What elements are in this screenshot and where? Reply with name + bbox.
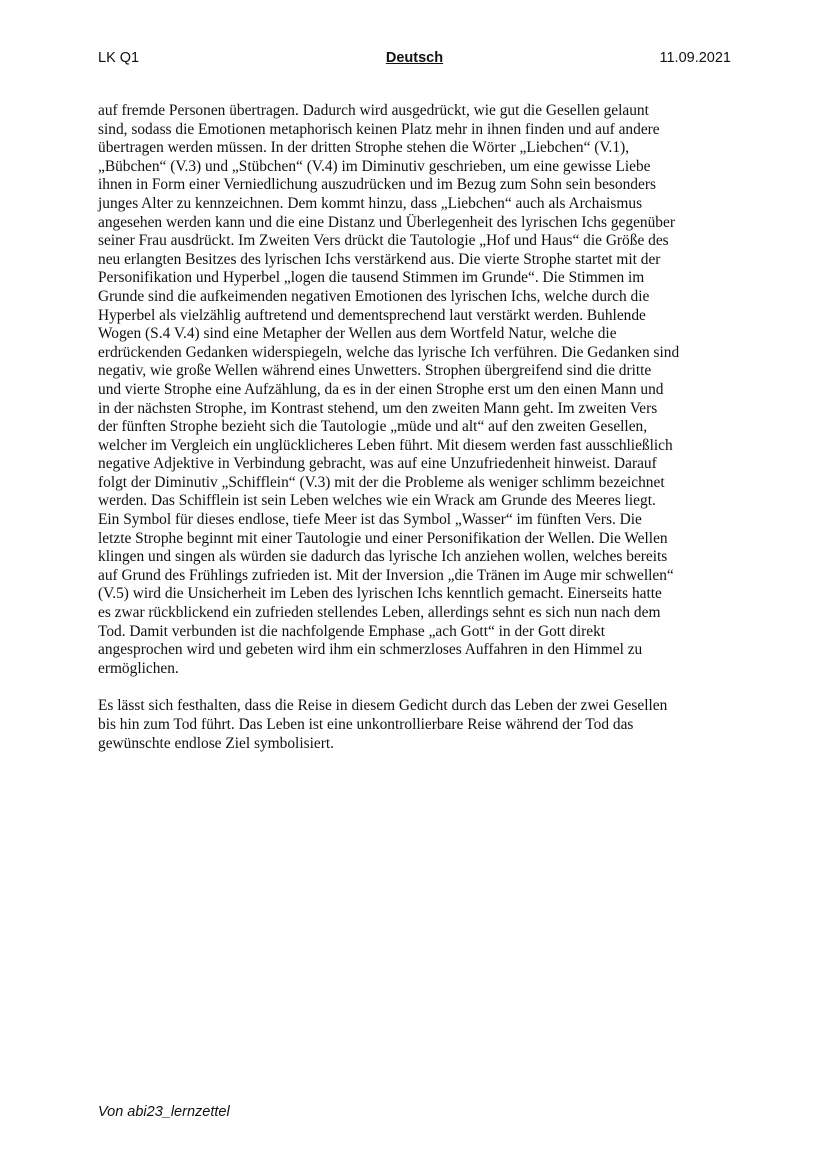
subject-title: Deutsch (385, 50, 444, 66)
text-line: erdrückenden Gedanken widerspiegeln, welche das lyrische Ich verführen. Die Gedanken sind (98, 343, 680, 361)
text-line: negative Adjektive in Verbindung gebracht, was auf eine Unzufriedenheit hinweist. Darauf (98, 455, 657, 473)
text-line: es zwar rückblickend ein zufrieden stellendes Leben, allerdings sehnt es sich nun nach dem (98, 604, 661, 622)
paragraph-analysis (98, 102, 738, 678)
text-line: auf fremde Personen übertragen. Dadurch wird ausgedrückt, wie gut die Gesellen gelaunt (98, 102, 649, 119)
text-line: angesehen werden kann und die eine Distanz und Überlegenheit des lyrischen Ichs gegenüber (98, 213, 675, 231)
text-line: klingen und singen als würden sie dadurch das lyrische Ich anziehen wollen, welches bereits (98, 548, 668, 566)
author-credit: Von abi23_lernzettel (98, 1104, 230, 1120)
text-line: Tod. Damit verbunden ist die nachfolgende Emphase „ach Gott“ in der Gott direkt (98, 622, 606, 640)
text-line: Es lässt sich festhalten, dass die Reise in diesem Gedicht durch das Leben der zwei Gesellen (98, 697, 668, 715)
course-label: LK Q1 (98, 50, 140, 66)
text-line: der fünften Strophe bezieht sich die Tautologie „müde und alt“ auf den zweiten Gesellen, (98, 418, 648, 436)
text-line: auf Grund des Frühlings zufrieden ist. Mit der Inversion „die Tränen im Auge mir schwellen“ (98, 566, 674, 584)
text-line: Wogen (S.4 V.4) sind eine Metapher der Wellen aus dem Wortfeld Natur, welche die (98, 325, 617, 343)
text-line: bis hin zum Tod führt. Das Leben ist eine unkontrollierbare Reise während der Tod das (98, 716, 634, 733)
text-line: junges Alter zu kennzeichnen. Dem kommt hinzu, dass „Liebchen“ auch als Archaismus (98, 194, 643, 212)
text-line: angesprochen wird und gebeten wird ihm ein schmerzloses Auffahren in den Himmel zu (98, 641, 643, 659)
text-line: folgt der Diminutiv „Schifflein“ (V.3) mit der die Probleme als weniger schlimm bezeichnet (98, 473, 665, 491)
text-line: ermöglichen. (98, 659, 179, 677)
text-line: ihnen in Form einer Verniedlichung auszudrücken und im Bezug zum Sohn sein besonders (98, 176, 656, 194)
text-line: sind, sodass die Emotionen metaphorisch keinen Platz mehr in ihnen finden und auf andere (98, 120, 660, 138)
text-line: (V.5) wird die Unsicherheit im Leben des lyrischen Ichs kenntlich gemacht. Einerseits hatte (98, 585, 662, 603)
text-line: „Bübchen“ (V.3) und „Stübchen“ (V.4) im Diminutiv geschrieben, um eine gewisse Liebe (98, 157, 651, 175)
text-line: in der nächsten Strophe, im Kontrast stehend, um den zweiten Mann geht. Im zweiten Vers (98, 399, 658, 417)
text-line: Ein Symbol für dieses endlose, tiefe Meer ist das Symbol „Wasser“ im fünften Vers. Die (98, 511, 642, 529)
text-line: negativ, wie große Wellen während eines Unwetters. Strophen übergreifend sind die dritte (98, 362, 652, 380)
text-line: welcher im Vergleich ein unglücklicheres Leben führt. Mit diesem werden fast ausschließlich (98, 436, 673, 454)
text-line: übertragen werden müssen. In der dritten Strophe stehen die Wörter „Liebchen“ (V.1), (98, 139, 630, 157)
text-line: Personifikation und Hyperbel „logen die tausend Stimmen im Grunde“. Die Stimmen im (98, 269, 645, 287)
date-label: 11.09.2021 (659, 50, 731, 66)
page-footer (98, 1104, 230, 1120)
text-line: gewünschte endlose Ziel symbolisiert. (98, 734, 334, 752)
paragraph-conclusion (98, 697, 738, 753)
text-line: werden. Das Schifflein ist sein Leben welches wie ein Wrack am Grunde des Meeres liegt. (98, 492, 656, 510)
page-header (98, 50, 731, 72)
text-line: seiner Frau ausdrückt. Im Zweiten Vers drückt die Tautologie „Hof und Haus“ die Größe des (98, 232, 669, 250)
text-line: letzte Strophe beginnt mit einer Tautologie und einer Personifikation der Wellen. Die Wellen (98, 529, 668, 547)
text-line: Grunde sind die aufkeimenden negativen Emotionen des lyrischen Ichs, welche durch die (98, 287, 650, 305)
text-line: Hyperbel als vielzählig auftretend und dementsprechend laut verstärkt werden. Buhlende (98, 306, 646, 324)
text-line: neu erlangten Besitzes des lyrischen Ichs verstärkend aus. Die vierte Strophe startet mit der (98, 250, 661, 268)
document-body (98, 102, 738, 772)
text-line: und vierte Strophe eine Aufzählung, da es in der einen Strophe erst um den einen Mann und (98, 380, 664, 398)
